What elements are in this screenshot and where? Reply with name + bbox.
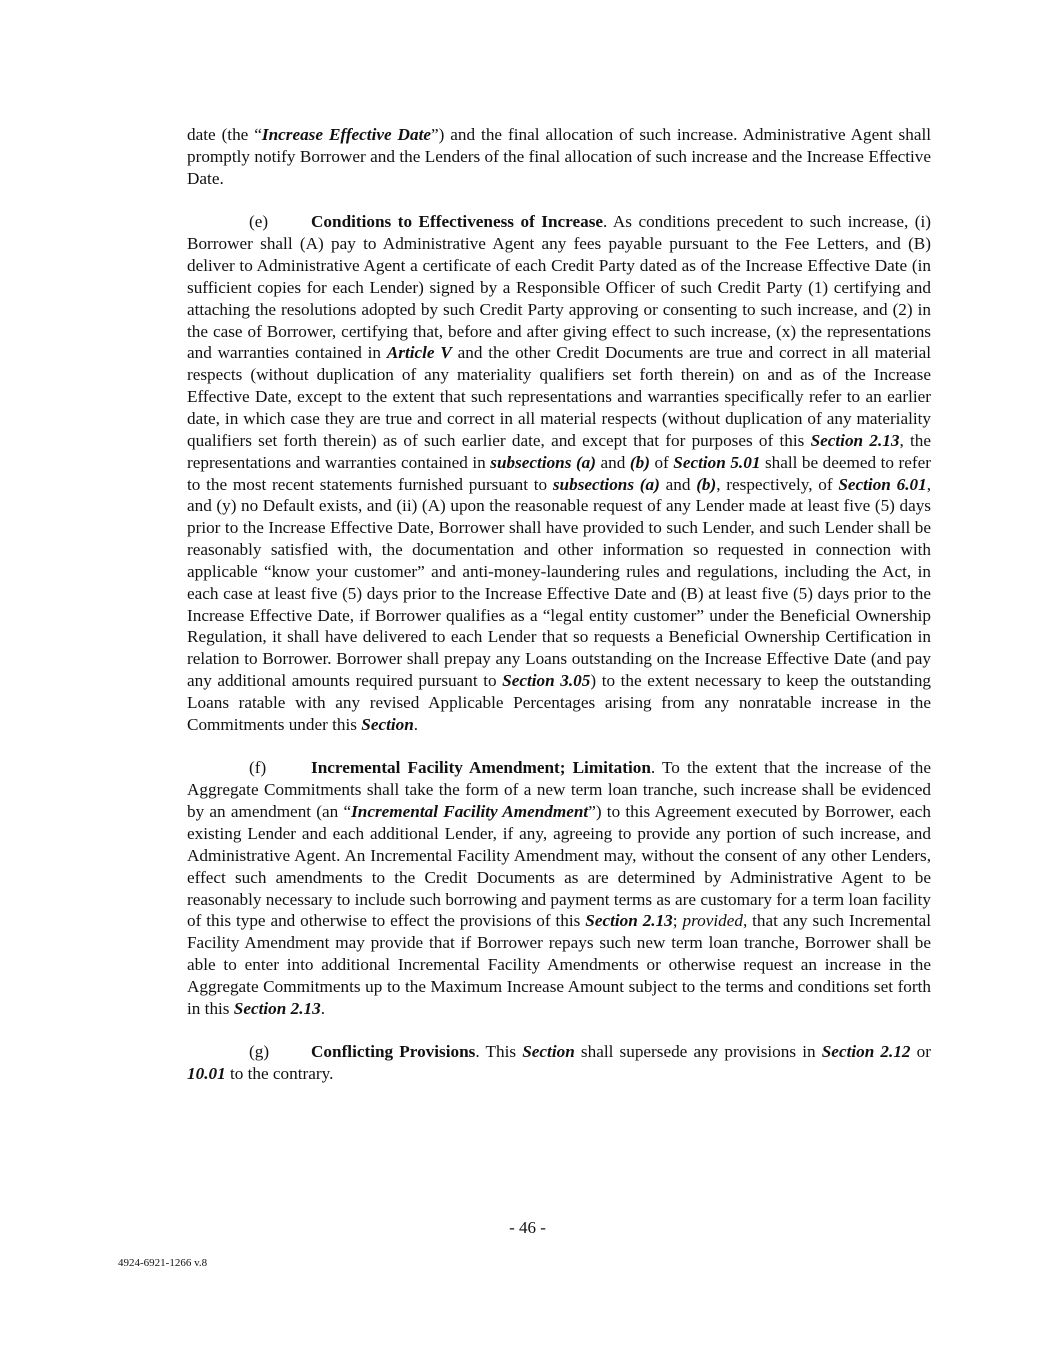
cross-reference: Section 5.01 <box>673 452 761 472</box>
cross-reference: 10.01 <box>187 1064 226 1084</box>
section-number: (e) <box>249 212 269 232</box>
text: ) to the extent necessary to keep the outstanding Loans ratable with any revised Applicable Percentages arising from any nonratable increase in the Commitments under this <box>187 671 932 734</box>
document-id: 4924-6921-1266 v.8 <box>118 1257 208 1269</box>
text: . This <box>475 1042 523 1062</box>
cross-reference: Section 2.13 <box>810 430 900 450</box>
text: shall supersede any provisions in <box>574 1042 822 1062</box>
text: . <box>413 714 419 734</box>
text: , the representations and warranties contained in <box>187 430 932 472</box>
text: or <box>910 1042 931 1062</box>
cross-reference: Section <box>522 1042 575 1062</box>
cross-reference: Section <box>361 714 414 734</box>
section-number: (f) <box>249 758 267 778</box>
text: . To the extent that the increase of the Aggregate Commitments shall take the form of a new term loan tranche, such increase shall be evidenced by an amendment (an “ <box>187 758 931 822</box>
cross-reference: Article V <box>386 343 452 363</box>
cross-reference: subsections (a) <box>490 452 596 472</box>
text: ”) and the final allocation of such increase. Administrative Agent shall promptly notify Borrower and the Lenders of the final allocation of such increase and the Increase Effective Date. <box>187 125 932 188</box>
section-heading: Incremental Facility Amendment; Limitation <box>311 758 651 778</box>
section-number: (g) <box>249 1042 270 1062</box>
text: date (the “ <box>187 125 262 144</box>
cross-reference: Section 2.12 <box>821 1042 911 1062</box>
defined-term: Incremental Facility Amendment <box>351 802 589 822</box>
cross-reference: subsections (a) <box>552 474 660 494</box>
text: , and (y) no Default exists, and (ii) (A) upon the reasonable request of any Lender made at least five (5) days prior to the Increase Effective Date, Borrower shall have provided to such Lender, and such Lender shall be reasonably satisfied with, the documentation and other information so requested in connection with applicable “know your customer” and anti-money-laundering rules and regulations, including the Act, in each case at least five (5) days prior to the Increase Effective Date and (B) at least five (5) days prior to the Increase Effective Date, if Borrower qualifies as a “legal entity customer” under the Beneficial Ownership Regulation, it shall have delivered to each Lender that so requests a Beneficial Ownership Certification in relation to Borrower. Borrower shall prepay any Loans outstanding on the Increase Effective Date (and pay any additional amounts required pursuant to <box>187 474 931 691</box>
section-f <box>187 757 931 1019</box>
cross-reference: (b) <box>629 452 650 472</box>
cross-reference: Section 3.05 <box>502 671 591 691</box>
cross-reference: Section 2.13 <box>233 998 321 1018</box>
text: and the other Credit Documents are true and correct in all material respects (without duplication of any materiality qualifiers set forth therein) on and as of the Increase Effective Date, except to the extent that such representations and warranties specifically refer to an earlier date, in which case they are true and correct in all material respects (without duplication of any materiality qualifiers set forth therein) as of such earlier date, and except that for purposes of this <box>187 343 932 450</box>
text: ”) to this Agreement executed by Borrower, each existing Lender and each additional Lender, if any, agreeing to provide any portion of such increase, and Administrative Agent. An Incremental Facility Amendment may, without the consent of any other Lenders, effect such amendments to the Credit Documents as are determined by Administrative Agent to be reasonably necessary to include such borrowing and payment terms as are customary for a term loan facility of this type and otherwise to effect the provisions of this <box>187 802 932 931</box>
text: , respectively, of <box>716 474 839 494</box>
text: and <box>659 474 697 494</box>
cross-reference: (b) <box>696 474 717 494</box>
text: to the contrary. <box>225 1064 334 1084</box>
paragraph-increase-effective-date <box>187 124 931 190</box>
text: . <box>320 998 325 1018</box>
text: ; <box>672 911 683 931</box>
page-number: - 46 - <box>509 1218 546 1237</box>
section-g <box>187 1041 931 1085</box>
text: . As conditions precedent to such increase, (i) Borrower shall (A) pay to Administrative Agent any fees payable pursuant to the Fee Letters, and (B) deliver to Administrative Agent a certificate of each Credit Party dated as of the Increase Effective Date (in sufficient copies for each Lender) signed by a Responsible Officer of such Credit Party (1) certifying and attaching the resolutions adopted by such Credit Party approving or consenting to such increase, and (2) in the case of Borrower, certifying that, before and after giving effect to such increase, (x) the representations and warranties contained in <box>187 212 932 363</box>
text: shall be deemed to refer to the most recent statements furnished pursuant to <box>187 452 931 494</box>
proviso: provided <box>682 911 743 931</box>
text: of <box>649 452 674 472</box>
cross-reference: Section 6.01 <box>838 474 927 494</box>
section-e <box>187 211 931 735</box>
defined-term: Increase Effective Date <box>261 125 431 144</box>
section-heading: Conditions to Effectiveness of Increase <box>311 212 604 232</box>
text: , that any such Incremental Facility Amendment may provide that if Borrower repays such new term loan tranche, Borrower shall be able to enter into additional Incremental Facility Amendments or otherwise request an increase in the Aggregate Commitments up to the Maximum Increase Amount subject to the terms and conditions set forth in this <box>187 911 932 1018</box>
cross-reference: Section 2.13 <box>585 911 673 931</box>
section-heading: Conflicting Provisions <box>311 1042 476 1062</box>
text: and <box>596 452 630 472</box>
document-body <box>187 124 931 1107</box>
